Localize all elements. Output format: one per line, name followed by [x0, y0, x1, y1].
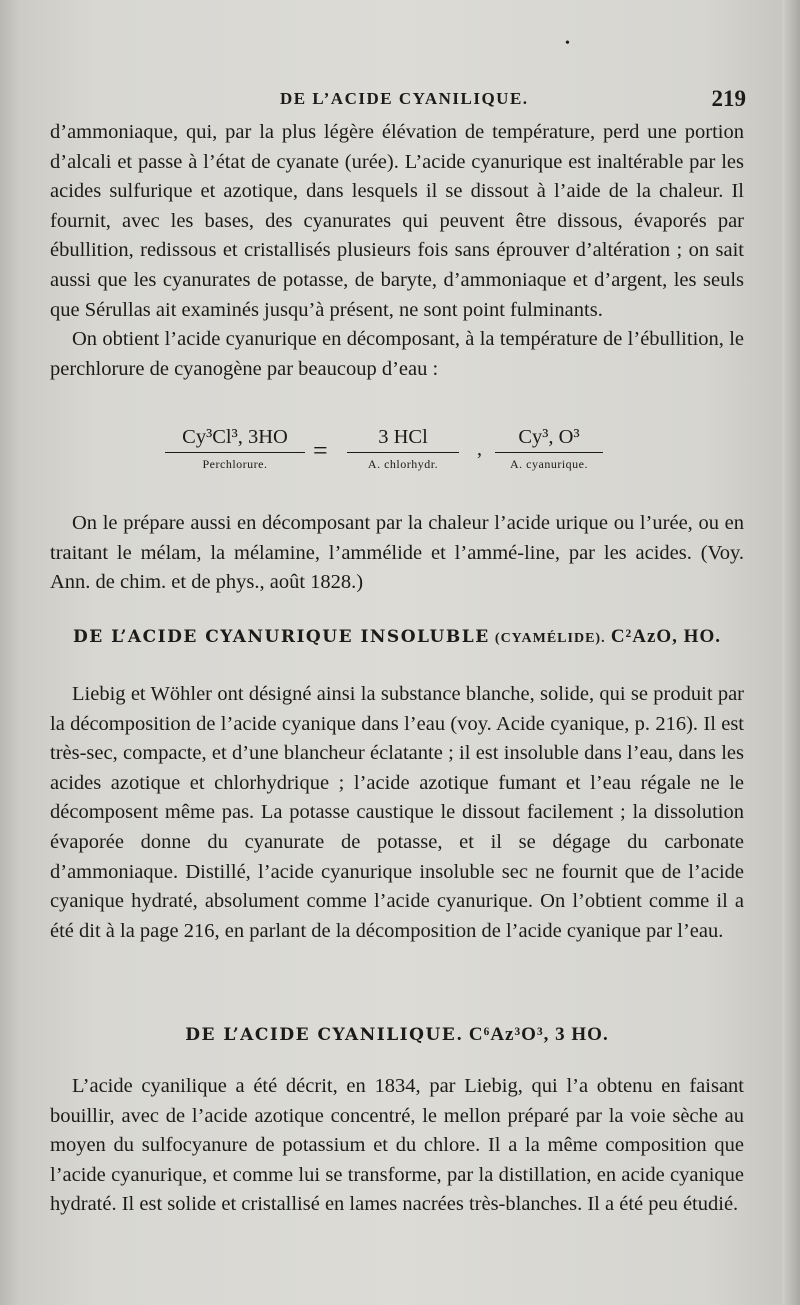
equation-numerator: 3 HCl	[378, 426, 428, 448]
chemical-equation	[165, 424, 615, 480]
page-header	[50, 86, 746, 116]
fraction-bar	[347, 452, 459, 453]
text-block-2	[50, 509, 744, 598]
section-title: DE L’ACIDE CYANILIQUE.	[185, 1025, 464, 1045]
paragraph: d’ammoniaque, qui, par la plus légère élévation de température, perd une portion d’alcali et passe à l’état de cyanate (urée). L’acide cyanurique est inaltérable par les acides sulfurique et azotique, dans lesquels il se dissout à l’aide de la chaleur. Il fournit, avec les bases, des cyanurates qui peuvent être dissous, évaporés par ébullition, redissous et cristallisés plusieurs fois sans éprouver d’altération ; on sait aussi que les cyanurates de potasse, de baryte, d’ammoniaque et d’argent, les seuls que Sérullas ait examinés jusqu’à présent, ne sont point fulminants.	[50, 121, 744, 321]
paragraph: Liebig et Wöhler ont désigné ainsi la substance blanche, solide, qui se produit par la décomposition de l’acide cyanique dans l’eau (voy. Acide cyanique, p. 216). Il est très-sec, compacte, et d’une blancheur éclatante ; il est insoluble dans l’eau, dans les acides azotique et chlorhydrique ; l’acide azotique fumant et l’eau régale ne le décomposent même pas. La potasse caustique le dissout facilement ; la dissolution évaporée donne du cyanurate de potasse, et il se dégage du carbonate d’ammoniaque. Distillé, l’acide cyanurique insoluble sec ne fournit que de l’acide cyanique hydraté, absolument comme l’acide cyanurique. On l’obtient comme il a été dit à la page 216, en parlant de la décomposition de l’acide cyanique par l’eau.	[50, 683, 744, 942]
page-left-edge	[0, 0, 22, 1305]
equation-term-cyanuric	[495, 424, 603, 472]
equals-sign: =	[313, 436, 328, 465]
section-subtitle: (CYAMÉLIDE).	[494, 631, 606, 646]
equation-numerator: Cy³Cl³, 3HO	[182, 426, 288, 448]
equation-label: Perchlorure.	[202, 457, 268, 471]
ink-mark: •	[565, 36, 570, 51]
fraction-bar	[165, 452, 305, 453]
text-block-4	[50, 1072, 744, 1220]
page-number: 219	[711, 86, 746, 111]
paragraph: L’acide cyanilique a été décrit, en 1834, par Liebig, qui l’a obtenu en faisant bouillir, avec de l’acide azotique concentré, le mellon préparé par la voie sèche au moyen du sulfocyanure de potassium et du chlore. Il a la même composition que l’acide cyanurique, et comme lui se transforme, par la distillation, en acide cyanique hydraté. Il est solide et cristallisé en lames nacrées très-blanches. Il a été peu étudié.	[50, 1075, 744, 1216]
equation-label: A. chlorhydr.	[367, 457, 439, 471]
equation-term-chlorhydric	[347, 424, 459, 472]
page-right-edge	[782, 0, 800, 1305]
paragraph: On obtient l’acide cyanurique en décomposant, à la température de l’ébullition, le perchlorure de cyanogène par beaucoup d’eau :	[50, 328, 744, 380]
equation-term-perchlorure	[165, 424, 305, 472]
section-heading-cyamelide	[50, 626, 744, 648]
section-title: DE L’ACIDE CYANURIQUE INSOLUBLE	[73, 627, 490, 647]
equation-separator: ,	[477, 438, 482, 460]
section-formula: C⁶Az³O³, 3 HO.	[468, 1024, 609, 1045]
fraction-bar	[495, 452, 603, 453]
equation-label: A. cyanurique.	[510, 457, 588, 471]
section-heading-cyanilique	[50, 1024, 744, 1046]
text-block-3	[50, 680, 744, 946]
paragraph: On le prépare aussi en décomposant par la chaleur l’acide urique ou l’urée, ou en traitant le mélam, la mélamine, l’ammélide et l’ammé-line, par les acides. (Voy. Ann. de chim. et de phys., août 1828.)	[50, 512, 744, 594]
running-title: DE L’ACIDE CYANILIQUE.	[280, 89, 529, 108]
equation-numerator: Cy³, O³	[518, 426, 580, 448]
text-block-1	[50, 118, 744, 384]
section-formula: C²AzO, HO.	[610, 626, 721, 647]
